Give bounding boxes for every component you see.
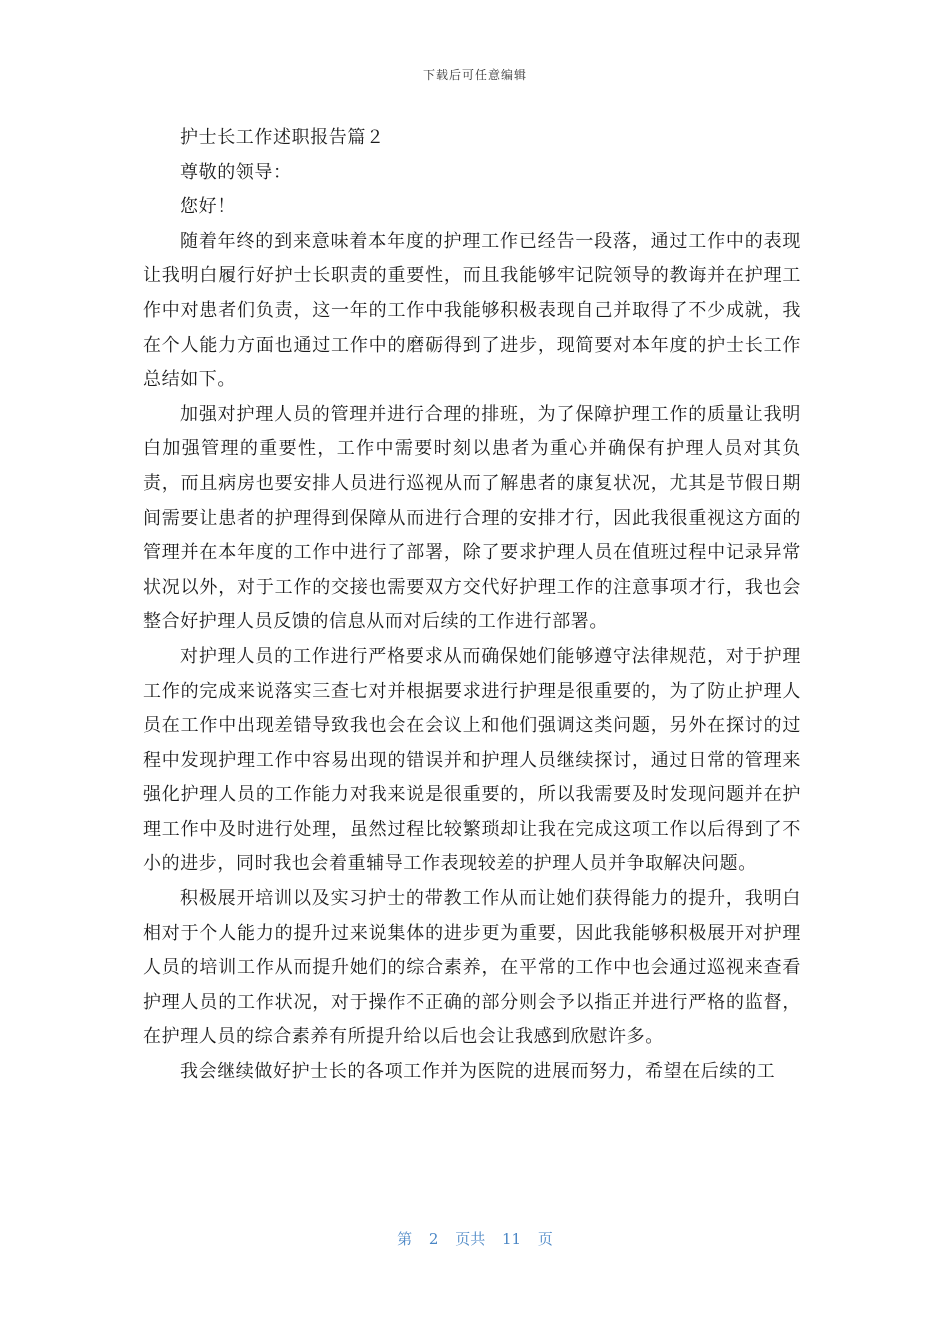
paragraph: 对护理人员的工作进行严格要求从而确保她们能够遵守法律规范，对于护理工作的完成来说落实三查七对并根据要求进行护理是很重要的，为了防止护理人员在工作中出现差错导致我也会在会议上和他们强调这类问题，另外在探讨的过程中发现护理工作中容易出现的错误并和护理人员继续探讨，通过日常的管理来强化护理人员的工作能力对我来说是很重要的，所以我需要及时发现问题并在护理工作中及时进行处理，虽然过程比较繁琐却让我在完成这项工作以后得到了不小的进步，同时我也会着重辅导工作表现较差的护理人员并争取解决问题。 xyxy=(143,645,801,875)
greeting: 您好！ xyxy=(180,196,236,218)
page-footer xyxy=(0,1228,950,1249)
page-header: 下载后可任意编辑 xyxy=(422,68,527,82)
paragraph: 积极展开培训以及实习护士的带教工作从而让她们获得能力的提升，我明白相对于个人能力的提升过来说集体的进步更为重要，因此我能够积极展开对护理人员的培训工作从而提升她们的综合素养，在平常的工作中也会通过巡视来查看护理人员的工作状况，对于操作不正确的部分则会予以指正并进行严格的监督，在护理人员的综合素养有所提升给以后也会让我感到欣慰许多。 xyxy=(143,888,801,1048)
paragraph: 随着年终的到来意味着本年度的护理工作已经告一段落，通过工作中的表现让我明白履行好护士长职责的重要性，而且我能够牢记院领导的教诲并在护理工作中对患者们负责，这一年的工作中我能够积极表现自己并取得了不少成就，我在个人能力方面也通过工作中的磨砺得到了进步，现简要对本年度的护士长工作总结如下。 xyxy=(143,230,801,391)
footer-label-page: 第 xyxy=(397,1230,413,1248)
footer-total-pages: 11 xyxy=(502,1230,522,1248)
footer-label-of: 页共 xyxy=(455,1230,486,1248)
paragraph: 加强对护理人员的管理并进行合理的排班，为了保障护理工作的质量让我明白加强管理的重要性，工作中需要时刻以患者为重心并确保有护理人员对其负责，而且病房也要安排人员进行巡视从而了解患者的康复状况，尤其是节假日期间需要让患者的护理得到保障从而进行合理的安排才行，因此我很重视这方面的管理并在本年度的工作中进行了部署，除了要求护理人员在值班过程中记录异常状况以外，对于工作的交接也需要双方交代好护理工作的注意事项才行，我也会整合好护理人员反馈的信息从而对后续的工作进行部署。 xyxy=(143,403,801,633)
footer-current-page: 2 xyxy=(428,1230,439,1248)
paragraph: 我会继续做好护士长的各项工作并为医院的进展而努力，希望在后续的工 xyxy=(180,1061,776,1083)
document-title: 护士长工作述职报告篇２ xyxy=(180,127,385,148)
salutation: 尊敬的领导： xyxy=(180,161,292,183)
document-body xyxy=(143,121,801,1090)
footer-label-pages: 页 xyxy=(537,1230,553,1248)
